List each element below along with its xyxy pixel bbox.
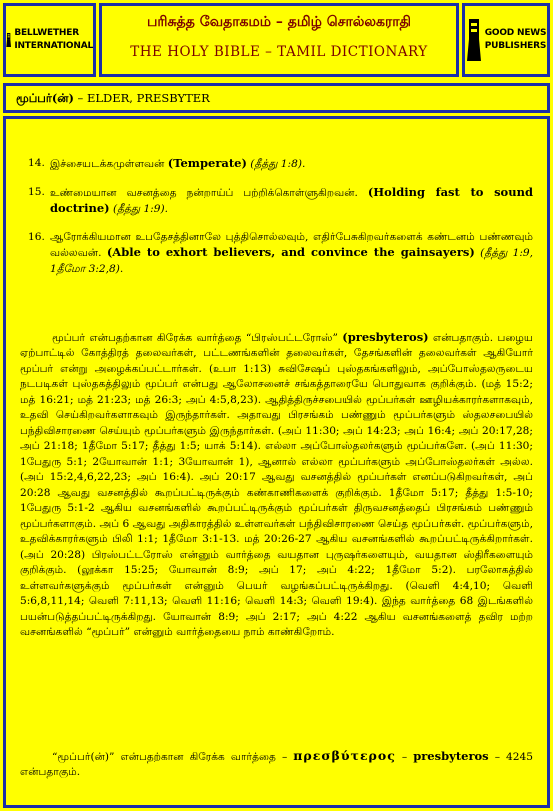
item-tamil: உண்மையான வசனத்தை நன்றாய்ப் பற்றிக்கொள்ளுகிறவன். (50, 186, 358, 199)
item-english: (Temperate) (167, 156, 247, 170)
item-reference: (தீத்து 1:9, 1தீமோ 3:2,8). (50, 247, 534, 275)
para2-greek: πρεσβύτερος (293, 747, 396, 763)
title-english: THE HOLY BIBLE – TAMIL DICTIONARY (130, 44, 428, 60)
bellwether-mark-icon (6, 17, 11, 63)
entry-separator: – (73, 91, 87, 105)
paragraph-greek-meaning (20, 330, 533, 641)
list-item (28, 230, 533, 278)
item-english: (Holding fast to sound doctrine) (50, 184, 533, 215)
item-tamil: இச்சையடக்கமுள்ளவன் (50, 158, 165, 170)
item-number: 16. (28, 230, 45, 243)
para2-mid: – (395, 750, 414, 763)
content-box (3, 116, 550, 808)
entry-header (3, 83, 550, 113)
para2-end: – 4245 என்பதாகும். (20, 750, 533, 779)
right-logo-line2: PUBLISHERS (484, 41, 547, 51)
para2-start: “மூப்பர்(ன்)” என்பதற்கான கிரேக்க வார்த்தை – (52, 750, 294, 763)
para1-body: என்பதாகும். பழைய ஏற்பாட்டில் கோத்திரத் தலைவர்கள், பட்டணங்களின் தலைவர்கள், தேசங்களின் தலைவர்கள் ஆகியோர் மூப்பர் என்று அழைக்கப்பட்டார்கள். (உபா 1:13) சுவிசேஷப் புஸ்தகங்களிலும், அப்போஸ்தலருடைய நடபடிகள் புஸ்தகத்திலும் மூப்பர் என்பது ஆலோசனைச் சங்கத்தாரையே பொதுவாக குறிக்கும். (மத் 15:2; மத் 16:21; மத் 21:23; மத் 26:3; அப் 4:5,8,23). ஆதித்திருச்சபையில் மூப்பர்கள் ஊழியக்காரர்களாகவும், உதவி செய்கிறவர்களாகவும் இருந்தார்கள். அதாவது பிரசங்கம் பண்ணும் மூப்பர்களும் ஸ்தலசபையில் பந்திவிசாரணை செய்யும் மூப்பர்களும் இருந்தார்கள். (அப் 11:30; அப் 14:23; அப் 16:4; அப் 20:17,28; அப் 21:18; 1தீமோ 5:17; தீத்து 1:5; யாக் 5:14). எல்லா அப்போஸ்தலர்களும் மூப்பர்களே. (அப் 11:30; 1பேதுரு 5:1; 2யோவான் 1:1; 3யோவான் 1), ஆனால் எல்லா மூப்பர்களும் அப்போஸ்தலர்கள் அல்ல. (அப் 15:2,4,6,22,23; அப் 16:4). அப் 20:17 ஆவது வசனத்தில் மூப்பர்கள் எனப்படுகிறவர்கள், அப் 20:28 ஆவது வசனத்தில் கூறப்பட்டிருக்கும் கண்காணிகளைக் குறிக்கும். 1தீமோ 5:17; தீத்து 1:5-10; 1பேதுரு 5:1-2 ஆகிய வசனங்களில் கூறப்பட்டிருக்கும் மூப்பர்கள் திருவசனத்தைப் பிரசங்கம் பண்ணும் மூப்பர்களாகும். அப் 6 ஆவது அதிகாரத்தில் உள்ளவர்கள் பந்திவிசாரணை செய்த மூப்பர்கள். மூப்பர்களும், உதவிக்காரர்களும் பிலி 1:1; 1தீமோ 3:1-13. மத் 20:26-27 ஆகிய வசனங்களில் கூறப்பட்டிருக்கிறார்கள். (அப் 20:28) பிரஸ்பட்டரோஸ் என்னும் வார்த்தை வயதான புருஷர்களையும், வயதான ஸ்திரீகளையும் குறிக்கும். (லூக்கா 15:25; யோவான் 8:9; அப் 17; அப் 4:22; 1தீமோ 5:2). பரலோகத்தில் உள்ளவர்களுக்கும் மூப்பர்கள் என்னும் பெயர் வழங்கப்பட்டிருக்கிறது. (வெளி 4:4,10; வெளி 5:6,8,11,14; வெளி 7:11,13; வெளி 11:16; வெளி 14:3; வெளி 19:4). இந்த வார்த்தை 68 இடங்களில் பயன்படுத்தப்பட்டிருக்கிறது. யோவான் 8:9; அப் 2:17; அப் 4:22 ஆகிய வசனங்களைத் தவிர மற்ற வசனங்களில் “மூப்பர்” என்னும் வார்த்தையை நாம் காண்கிறோம். (20, 331, 533, 639)
para1-term: (presbyteros) (342, 329, 429, 344)
entry-english: ELDER, PRESBYTER (86, 91, 210, 105)
entry-tamil: மூப்பர்(ன்) (16, 91, 74, 105)
item-tamil: ஆரோக்கியமான உபதேசத்தினாலே புத்திசொல்லவும், எதிர்பேசுகிறவர்களைக் கண்டனம் பண்ணவும் வல்லவன். (50, 230, 533, 259)
good-news-mark-icon (466, 17, 482, 63)
list-item (28, 185, 533, 218)
good-news-logo (462, 3, 550, 77)
left-logo-line2: INTERNATIONAL (14, 41, 93, 51)
item-english: (Able to exhort believers, and convince the gainsayers) (106, 245, 475, 259)
paragraph-greek-word (20, 748, 533, 781)
title-box (99, 3, 459, 77)
bellwether-logo (3, 3, 96, 77)
left-logo-line1: BELLWETHER (14, 28, 79, 38)
para2-term: presbyteros (413, 748, 489, 763)
item-number: 14. (28, 157, 45, 169)
right-logo-line1: GOOD NEWS (484, 28, 547, 38)
item-reference: (தீத்து 1:9). (112, 203, 168, 215)
item-reference: (தீத்து 1:8). (250, 158, 306, 170)
para1-start: மூப்பர் என்பதற்கான கிரேக்க வார்த்தை “பிரஸ்பட்டரோஸ்” (52, 331, 338, 344)
title-tamil: பரிசுத்த வேதாகமம் – தமிழ் சொல்லகராதி (147, 14, 411, 30)
qualification-list (28, 156, 533, 289)
list-item (28, 156, 533, 173)
item-number: 15. (28, 185, 45, 198)
